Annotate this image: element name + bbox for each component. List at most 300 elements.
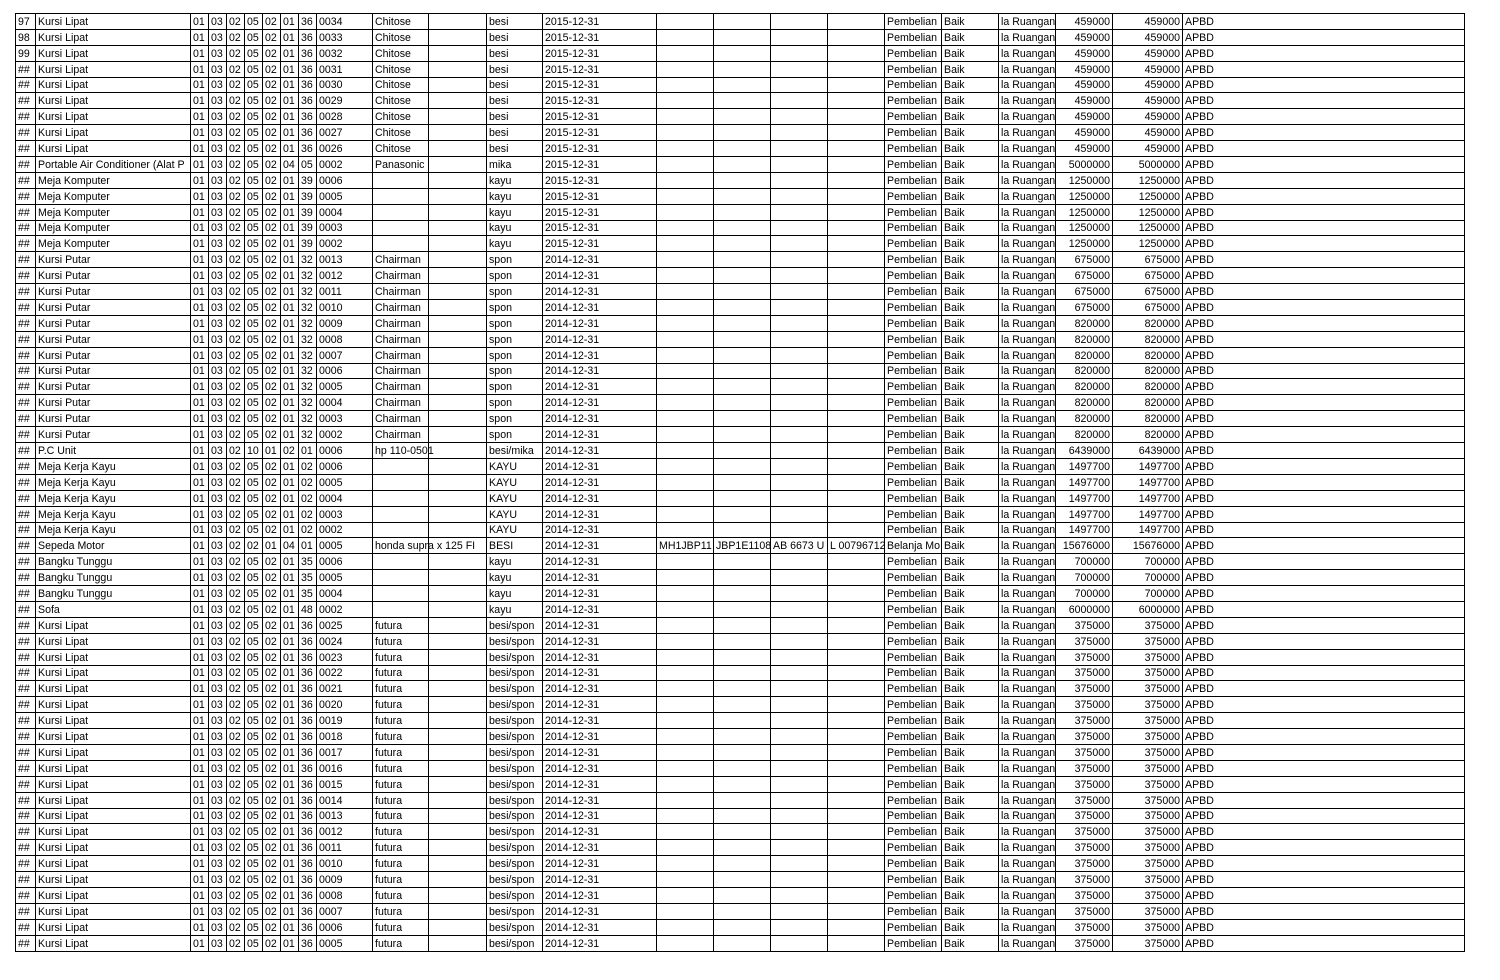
cell-plate-number[interactable] (771, 919, 828, 935)
cell-engine-number[interactable] (714, 522, 771, 538)
cell-register-number[interactable]: 0012 (317, 268, 373, 284)
cell-bpkb-number[interactable] (828, 522, 885, 538)
cell-row-number[interactable]: ## (16, 379, 36, 395)
cell-code-2[interactable]: 03 (209, 268, 227, 284)
cell-code-2[interactable]: 03 (209, 586, 227, 602)
cell-code-2[interactable]: 03 (209, 300, 227, 316)
cell-code-1[interactable]: 01 (191, 125, 209, 141)
cell-code-2[interactable]: 03 (209, 570, 227, 586)
cell-code-2[interactable]: 03 (209, 347, 227, 363)
cell-code-5[interactable]: 02 (263, 77, 281, 93)
cell-purchase-date[interactable]: 2014-12-31 (543, 315, 657, 331)
cell-frame-number[interactable] (657, 29, 714, 45)
cell-total-price[interactable]: 820000 (1113, 347, 1183, 363)
cell-code-2[interactable]: 03 (209, 14, 227, 30)
cell-engine-number[interactable] (714, 458, 771, 474)
cell-code-4[interactable]: 05 (245, 363, 263, 379)
cell-material[interactable]: spon (487, 300, 543, 316)
cell-register-number[interactable]: 0002 (317, 427, 373, 443)
cell-code-4[interactable]: 05 (245, 872, 263, 888)
cell-code-7[interactable]: 39 (299, 204, 317, 220)
cell-brand[interactable]: futura (373, 760, 429, 776)
cell-code-7[interactable]: 36 (299, 919, 317, 935)
cell-code-5[interactable]: 02 (263, 872, 281, 888)
cell-bpkb-number[interactable] (828, 220, 885, 236)
cell-unit-price[interactable]: 459000 (1056, 45, 1113, 61)
cell-code-1[interactable]: 01 (191, 61, 209, 77)
cell-code-4[interactable]: 05 (245, 586, 263, 602)
cell-register-number[interactable]: 0016 (317, 760, 373, 776)
cell-frame-number[interactable] (657, 45, 714, 61)
cell-bpkb-number[interactable] (828, 554, 885, 570)
cell-purchase-date[interactable]: 2015-12-31 (543, 188, 657, 204)
cell-fund-source[interactable]: APBD (1183, 379, 1465, 395)
cell-bpkb-number[interactable] (828, 141, 885, 157)
cell-item-name[interactable]: Sofa (36, 601, 191, 617)
cell-location[interactable]: la Ruangan (999, 713, 1056, 729)
cell-condition[interactable]: Baik (942, 45, 999, 61)
cell-purchase-date[interactable]: 2015-12-31 (543, 77, 657, 93)
cell-material[interactable]: besi/spon (487, 935, 543, 951)
cell-code-1[interactable]: 01 (191, 268, 209, 284)
cell-code-5[interactable]: 02 (263, 172, 281, 188)
cell-total-price[interactable]: 5000000 (1113, 157, 1183, 173)
cell-acquisition[interactable]: Pembelian (885, 744, 942, 760)
cell-total-price[interactable]: 375000 (1113, 872, 1183, 888)
cell-condition[interactable]: Baik (942, 188, 999, 204)
cell-engine-number[interactable] (714, 395, 771, 411)
cell-frame-number[interactable] (657, 633, 714, 649)
cell-material[interactable]: besi/spon (487, 776, 543, 792)
cell-frame-number[interactable] (657, 729, 714, 745)
cell-size[interactable] (429, 856, 487, 872)
cell-code-5[interactable]: 02 (263, 919, 281, 935)
cell-condition[interactable]: Baik (942, 252, 999, 268)
cell-total-price[interactable]: 1250000 (1113, 220, 1183, 236)
cell-total-price[interactable]: 6000000 (1113, 601, 1183, 617)
cell-frame-number[interactable] (657, 284, 714, 300)
cell-code-3[interactable]: 02 (227, 506, 245, 522)
cell-frame-number[interactable] (657, 522, 714, 538)
cell-row-number[interactable]: ## (16, 824, 36, 840)
cell-material[interactable]: spon (487, 363, 543, 379)
cell-engine-number[interactable] (714, 61, 771, 77)
cell-size[interactable] (429, 363, 487, 379)
cell-code-3[interactable]: 02 (227, 157, 245, 173)
cell-code-3[interactable]: 02 (227, 649, 245, 665)
cell-item-name[interactable]: Kursi Putar (36, 284, 191, 300)
cell-condition[interactable]: Baik (942, 347, 999, 363)
cell-fund-source[interactable]: APBD (1183, 427, 1465, 443)
cell-code-6[interactable]: 01 (281, 172, 299, 188)
cell-engine-number[interactable] (714, 776, 771, 792)
cell-bpkb-number[interactable] (828, 45, 885, 61)
cell-location[interactable]: la Ruangan (999, 919, 1056, 935)
cell-acquisition[interactable]: Pembelian (885, 665, 942, 681)
cell-unit-price[interactable]: 820000 (1056, 347, 1113, 363)
cell-material[interactable]: besi/mika (487, 443, 543, 459)
cell-code-6[interactable]: 01 (281, 395, 299, 411)
cell-plate-number[interactable] (771, 697, 828, 713)
cell-fund-source[interactable]: APBD (1183, 649, 1465, 665)
cell-unit-price[interactable]: 375000 (1056, 840, 1113, 856)
cell-frame-number[interactable] (657, 665, 714, 681)
cell-brand[interactable]: Chairman (373, 363, 429, 379)
cell-code-1[interactable]: 01 (191, 172, 209, 188)
cell-code-6[interactable]: 01 (281, 284, 299, 300)
cell-code-6[interactable]: 01 (281, 570, 299, 586)
cell-unit-price[interactable]: 820000 (1056, 427, 1113, 443)
cell-fund-source[interactable]: APBD (1183, 570, 1465, 586)
cell-register-number[interactable]: 0009 (317, 872, 373, 888)
cell-engine-number[interactable] (714, 903, 771, 919)
cell-purchase-date[interactable]: 2015-12-31 (543, 204, 657, 220)
cell-frame-number[interactable] (657, 93, 714, 109)
cell-total-price[interactable]: 375000 (1113, 776, 1183, 792)
cell-item-name[interactable]: Kursi Lipat (36, 856, 191, 872)
cell-fund-source[interactable]: APBD (1183, 601, 1465, 617)
cell-material[interactable]: spon (487, 395, 543, 411)
cell-register-number[interactable]: 0025 (317, 617, 373, 633)
cell-item-name[interactable]: Kursi Putar (36, 268, 191, 284)
cell-engine-number[interactable] (714, 729, 771, 745)
cell-plate-number[interactable] (771, 411, 828, 427)
cell-total-price[interactable]: 459000 (1113, 14, 1183, 30)
cell-register-number[interactable]: 0005 (317, 188, 373, 204)
cell-fund-source[interactable]: APBD (1183, 172, 1465, 188)
cell-size[interactable] (429, 633, 487, 649)
cell-acquisition[interactable]: Pembelian (885, 554, 942, 570)
cell-condition[interactable]: Baik (942, 840, 999, 856)
cell-code-4[interactable]: 05 (245, 744, 263, 760)
cell-engine-number[interactable] (714, 554, 771, 570)
cell-acquisition[interactable]: Pembelian (885, 395, 942, 411)
cell-acquisition[interactable]: Pembelian (885, 840, 942, 856)
cell-location[interactable]: la Ruangan (999, 522, 1056, 538)
cell-code-1[interactable]: 01 (191, 919, 209, 935)
cell-unit-price[interactable]: 700000 (1056, 554, 1113, 570)
cell-code-5[interactable]: 02 (263, 109, 281, 125)
cell-condition[interactable]: Baik (942, 77, 999, 93)
cell-code-5[interactable]: 02 (263, 268, 281, 284)
cell-location[interactable]: la Ruangan (999, 379, 1056, 395)
cell-condition[interactable]: Baik (942, 601, 999, 617)
cell-row-number[interactable]: ## (16, 808, 36, 824)
cell-frame-number[interactable] (657, 411, 714, 427)
cell-row-number[interactable]: 99 (16, 45, 36, 61)
cell-total-price[interactable]: 675000 (1113, 284, 1183, 300)
cell-plate-number[interactable] (771, 188, 828, 204)
cell-code-7[interactable]: 36 (299, 713, 317, 729)
cell-material[interactable]: KAYU (487, 458, 543, 474)
cell-unit-price[interactable]: 675000 (1056, 300, 1113, 316)
cell-bpkb-number[interactable] (828, 872, 885, 888)
cell-brand[interactable] (373, 172, 429, 188)
cell-code-1[interactable]: 01 (191, 840, 209, 856)
cell-code-3[interactable]: 02 (227, 887, 245, 903)
cell-material[interactable]: besi/spon (487, 681, 543, 697)
cell-bpkb-number[interactable] (828, 172, 885, 188)
cell-code-4[interactable]: 05 (245, 331, 263, 347)
cell-code-2[interactable]: 03 (209, 331, 227, 347)
cell-row-number[interactable]: ## (16, 315, 36, 331)
cell-unit-price[interactable]: 375000 (1056, 887, 1113, 903)
cell-location[interactable]: la Ruangan (999, 188, 1056, 204)
cell-size[interactable] (429, 872, 487, 888)
cell-condition[interactable]: Baik (942, 729, 999, 745)
cell-location[interactable]: la Ruangan (999, 490, 1056, 506)
cell-engine-number[interactable] (714, 331, 771, 347)
cell-code-5[interactable]: 02 (263, 887, 281, 903)
cell-unit-price[interactable]: 700000 (1056, 586, 1113, 602)
cell-fund-source[interactable]: APBD (1183, 315, 1465, 331)
cell-material[interactable]: besi/spon (487, 649, 543, 665)
cell-location[interactable]: la Ruangan (999, 792, 1056, 808)
cell-condition[interactable]: Baik (942, 268, 999, 284)
cell-code-4[interactable]: 05 (245, 61, 263, 77)
cell-code-3[interactable]: 02 (227, 840, 245, 856)
cell-code-7[interactable]: 32 (299, 252, 317, 268)
cell-code-1[interactable]: 01 (191, 617, 209, 633)
cell-bpkb-number[interactable] (828, 331, 885, 347)
cell-material[interactable]: kayu (487, 554, 543, 570)
cell-plate-number[interactable] (771, 458, 828, 474)
cell-code-4[interactable]: 05 (245, 268, 263, 284)
cell-material[interactable]: mika (487, 157, 543, 173)
cell-engine-number[interactable] (714, 586, 771, 602)
cell-engine-number[interactable] (714, 236, 771, 252)
cell-item-name[interactable]: Meja Kerja Kayu (36, 522, 191, 538)
cell-bpkb-number[interactable] (828, 204, 885, 220)
cell-bpkb-number[interactable] (828, 617, 885, 633)
cell-item-name[interactable]: Kursi Lipat (36, 109, 191, 125)
cell-code-3[interactable]: 02 (227, 601, 245, 617)
cell-bpkb-number[interactable] (828, 14, 885, 30)
cell-code-5[interactable]: 02 (263, 141, 281, 157)
cell-total-price[interactable]: 459000 (1113, 109, 1183, 125)
cell-engine-number[interactable] (714, 379, 771, 395)
cell-fund-source[interactable]: APBD (1183, 157, 1465, 173)
cell-total-price[interactable]: 1250000 (1113, 204, 1183, 220)
cell-code-2[interactable]: 03 (209, 458, 227, 474)
cell-code-7[interactable]: 01 (299, 538, 317, 554)
cell-size[interactable] (429, 427, 487, 443)
cell-unit-price[interactable]: 1250000 (1056, 220, 1113, 236)
cell-material[interactable]: besi/spon (487, 872, 543, 888)
cell-code-2[interactable]: 03 (209, 236, 227, 252)
cell-code-3[interactable]: 02 (227, 586, 245, 602)
cell-code-5[interactable]: 02 (263, 903, 281, 919)
cell-location[interactable]: la Ruangan (999, 617, 1056, 633)
cell-condition[interactable]: Baik (942, 506, 999, 522)
cell-code-5[interactable]: 01 (263, 443, 281, 459)
cell-code-7[interactable]: 32 (299, 331, 317, 347)
cell-frame-number[interactable] (657, 300, 714, 316)
cell-size[interactable] (429, 808, 487, 824)
cell-purchase-date[interactable]: 2014-12-31 (543, 331, 657, 347)
cell-size[interactable] (429, 522, 487, 538)
cell-item-name[interactable]: Kursi Lipat (36, 713, 191, 729)
cell-item-name[interactable]: Meja Komputer (36, 204, 191, 220)
cell-code-7[interactable]: 36 (299, 77, 317, 93)
cell-register-number[interactable]: 0002 (317, 601, 373, 617)
cell-total-price[interactable]: 375000 (1113, 919, 1183, 935)
cell-fund-source[interactable]: APBD (1183, 411, 1465, 427)
cell-frame-number[interactable]: MH1JBP11 (657, 538, 714, 554)
cell-code-4[interactable]: 05 (245, 236, 263, 252)
cell-location[interactable]: la Ruangan (999, 840, 1056, 856)
cell-unit-price[interactable]: 1250000 (1056, 236, 1113, 252)
cell-acquisition[interactable]: Pembelian (885, 443, 942, 459)
cell-code-6[interactable]: 01 (281, 300, 299, 316)
cell-unit-price[interactable]: 1250000 (1056, 188, 1113, 204)
cell-purchase-date[interactable]: 2014-12-31 (543, 824, 657, 840)
cell-condition[interactable]: Baik (942, 665, 999, 681)
cell-condition[interactable]: Baik (942, 697, 999, 713)
cell-condition[interactable]: Baik (942, 617, 999, 633)
cell-bpkb-number[interactable] (828, 315, 885, 331)
cell-frame-number[interactable] (657, 792, 714, 808)
cell-plate-number[interactable] (771, 204, 828, 220)
cell-acquisition[interactable]: Pembelian (885, 252, 942, 268)
cell-engine-number[interactable] (714, 601, 771, 617)
cell-code-6[interactable]: 01 (281, 586, 299, 602)
cell-plate-number[interactable] (771, 427, 828, 443)
cell-code-6[interactable]: 01 (281, 268, 299, 284)
cell-condition[interactable]: Baik (942, 554, 999, 570)
cell-condition[interactable]: Baik (942, 744, 999, 760)
cell-purchase-date[interactable]: 2015-12-31 (543, 125, 657, 141)
cell-material[interactable]: besi/spon (487, 856, 543, 872)
cell-code-1[interactable]: 01 (191, 586, 209, 602)
cell-plate-number[interactable] (771, 824, 828, 840)
cell-acquisition[interactable]: Pembelian (885, 379, 942, 395)
cell-code-6[interactable]: 01 (281, 760, 299, 776)
cell-plate-number[interactable] (771, 220, 828, 236)
cell-item-name[interactable]: Kursi Lipat (36, 649, 191, 665)
cell-register-number[interactable]: 0018 (317, 729, 373, 745)
cell-code-7[interactable]: 36 (299, 808, 317, 824)
cell-code-5[interactable]: 02 (263, 824, 281, 840)
cell-total-price[interactable]: 375000 (1113, 840, 1183, 856)
cell-acquisition[interactable]: Pembelian (885, 315, 942, 331)
cell-code-4[interactable]: 05 (245, 188, 263, 204)
cell-unit-price[interactable]: 1497700 (1056, 506, 1113, 522)
cell-engine-number[interactable] (714, 125, 771, 141)
cell-fund-source[interactable]: APBD (1183, 935, 1465, 951)
cell-brand[interactable]: futura (373, 887, 429, 903)
cell-plate-number[interactable] (771, 792, 828, 808)
cell-purchase-date[interactable]: 2014-12-31 (543, 458, 657, 474)
cell-condition[interactable]: Baik (942, 474, 999, 490)
cell-purchase-date[interactable]: 2014-12-31 (543, 856, 657, 872)
cell-unit-price[interactable]: 459000 (1056, 61, 1113, 77)
cell-register-number[interactable]: 0013 (317, 252, 373, 268)
cell-code-4[interactable]: 05 (245, 522, 263, 538)
cell-row-number[interactable]: ## (16, 347, 36, 363)
cell-engine-number[interactable] (714, 411, 771, 427)
cell-size[interactable] (429, 443, 487, 459)
cell-row-number[interactable]: ## (16, 252, 36, 268)
cell-material[interactable]: spon (487, 315, 543, 331)
cell-code-3[interactable]: 02 (227, 300, 245, 316)
cell-code-3[interactable]: 02 (227, 93, 245, 109)
cell-material[interactable]: spon (487, 347, 543, 363)
cell-bpkb-number[interactable] (828, 856, 885, 872)
cell-location[interactable]: la Ruangan (999, 284, 1056, 300)
cell-engine-number[interactable] (714, 744, 771, 760)
cell-material[interactable]: BESI (487, 538, 543, 554)
cell-size[interactable] (429, 617, 487, 633)
cell-register-number[interactable]: 0026 (317, 141, 373, 157)
cell-engine-number[interactable] (714, 29, 771, 45)
cell-fund-source[interactable]: APBD (1183, 474, 1465, 490)
cell-size[interactable] (429, 824, 487, 840)
cell-frame-number[interactable] (657, 331, 714, 347)
cell-fund-source[interactable]: APBD (1183, 522, 1465, 538)
cell-plate-number[interactable] (771, 109, 828, 125)
cell-register-number[interactable]: 0005 (317, 538, 373, 554)
cell-fund-source[interactable]: APBD (1183, 872, 1465, 888)
cell-size[interactable] (429, 411, 487, 427)
cell-acquisition[interactable]: Pembelian (885, 125, 942, 141)
cell-unit-price[interactable]: 820000 (1056, 379, 1113, 395)
cell-code-4[interactable]: 05 (245, 697, 263, 713)
cell-code-3[interactable]: 02 (227, 633, 245, 649)
cell-register-number[interactable]: 0005 (317, 474, 373, 490)
cell-acquisition[interactable]: Pembelian (885, 856, 942, 872)
cell-plate-number[interactable] (771, 729, 828, 745)
cell-purchase-date[interactable]: 2015-12-31 (543, 236, 657, 252)
cell-code-2[interactable]: 03 (209, 204, 227, 220)
cell-code-7[interactable]: 32 (299, 300, 317, 316)
cell-plate-number[interactable] (771, 760, 828, 776)
cell-code-2[interactable]: 03 (209, 125, 227, 141)
cell-code-5[interactable]: 02 (263, 554, 281, 570)
cell-item-name[interactable]: Kursi Putar (36, 347, 191, 363)
cell-item-name[interactable]: Bangku Tunggu (36, 586, 191, 602)
cell-brand[interactable]: hp 110-0501 (373, 443, 429, 459)
cell-register-number[interactable]: 0022 (317, 665, 373, 681)
cell-frame-number[interactable] (657, 506, 714, 522)
cell-code-4[interactable]: 05 (245, 252, 263, 268)
cell-acquisition[interactable]: Pembelian (885, 220, 942, 236)
cell-code-6[interactable]: 01 (281, 681, 299, 697)
cell-code-6[interactable]: 01 (281, 522, 299, 538)
cell-plate-number[interactable] (771, 713, 828, 729)
cell-unit-price[interactable]: 459000 (1056, 141, 1113, 157)
cell-item-name[interactable]: Meja Komputer (36, 188, 191, 204)
cell-code-2[interactable]: 03 (209, 220, 227, 236)
cell-register-number[interactable]: 0014 (317, 792, 373, 808)
cell-code-6[interactable]: 01 (281, 188, 299, 204)
cell-code-5[interactable]: 02 (263, 935, 281, 951)
cell-bpkb-number[interactable] (828, 601, 885, 617)
cell-code-7[interactable]: 36 (299, 125, 317, 141)
cell-material[interactable]: besi/spon (487, 713, 543, 729)
cell-code-5[interactable]: 02 (263, 331, 281, 347)
cell-code-2[interactable]: 03 (209, 61, 227, 77)
cell-code-4[interactable]: 05 (245, 14, 263, 30)
cell-total-price[interactable]: 700000 (1113, 586, 1183, 602)
cell-code-1[interactable]: 01 (191, 411, 209, 427)
cell-code-4[interactable]: 05 (245, 856, 263, 872)
cell-brand[interactable]: futura (373, 840, 429, 856)
cell-item-name[interactable]: Kursi Lipat (36, 729, 191, 745)
cell-register-number[interactable]: 0002 (317, 157, 373, 173)
cell-row-number[interactable]: ## (16, 776, 36, 792)
cell-unit-price[interactable]: 1497700 (1056, 490, 1113, 506)
